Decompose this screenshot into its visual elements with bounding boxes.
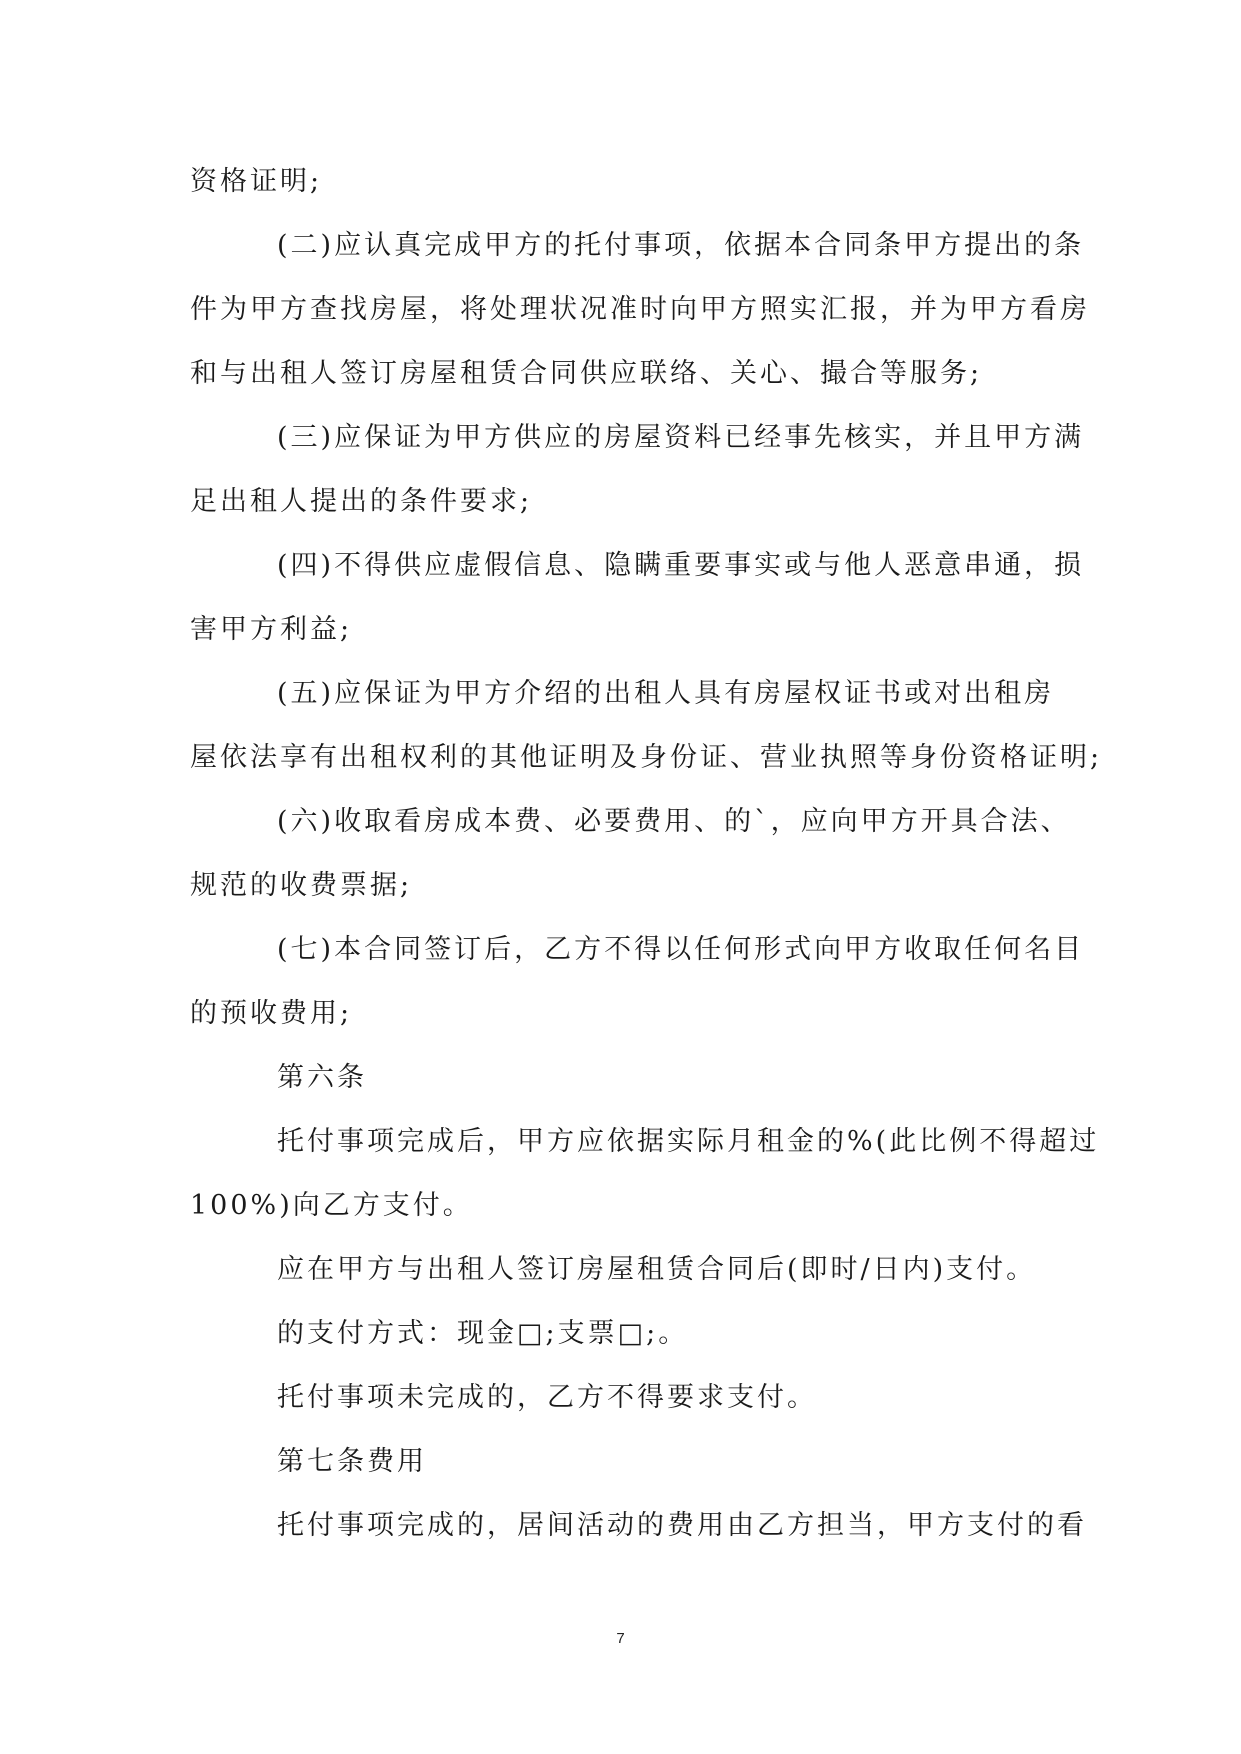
text-line: (四)不得供应虚假信息、隐瞒重要事实或与他人恶意串通，损 — [277, 550, 1085, 581]
text-line: 托付事项完成的，居间活动的费用由乙方担当，甲方支付的看 — [277, 1510, 1087, 1541]
text-line: 托付事项未完成的，乙方不得要求支付。 — [277, 1382, 817, 1413]
text-line: (二)应认真完成甲方的托付事项，依据本合同条甲方提出的条 — [277, 230, 1085, 261]
text-line: 的支付方式：现金□;支票□;。 — [277, 1318, 689, 1349]
text-line: 和与出租人签订房屋租赁合同供应联络、关心、撮合等服务; — [190, 358, 983, 389]
text-line: 托付事项完成后，甲方应依据实际月租金的%(此比例不得超过 — [277, 1126, 1100, 1157]
text-line: (七)本合同签订后，乙方不得以任何形式向甲方收取任何名目 — [277, 934, 1085, 965]
text-line: 屋依法享有出租权利的其他证明及身份证、营业执照等身份资格证明; — [190, 742, 1103, 773]
text-line: 规范的收费票据; — [190, 870, 413, 901]
document-body — [190, 158, 1103, 1566]
text-line: (六)收取看房成本费、必要费用、的`，应向甲方开具合法、 — [277, 806, 1071, 837]
text-line: 件为甲方查找房屋，将处理状况准时向甲方照实汇报，并为甲方看房 — [190, 294, 1090, 325]
text-line: 100%)向乙方支付。 — [190, 1190, 473, 1221]
text-line: (三)应保证为甲方供应的房屋资料已经事先核实，并且甲方满 — [277, 422, 1085, 453]
text-line: 的预收费用; — [190, 998, 353, 1029]
text-line: 害甲方利益; — [190, 614, 353, 645]
article-heading: 第六条 — [277, 1062, 367, 1093]
text-line: 资格证明; — [190, 166, 323, 197]
text-line: 应在甲方与出租人签订房屋租赁合同后(即时/日内)支付。 — [277, 1254, 1037, 1285]
text-line: (五)应保证为甲方介绍的出租人具有房屋权证书或对出租房 — [277, 678, 1055, 709]
page-number: 7 — [616, 1630, 625, 1647]
article-heading: 第七条费用 — [277, 1446, 427, 1477]
text-line: 足出租人提出的条件要求; — [190, 486, 533, 517]
